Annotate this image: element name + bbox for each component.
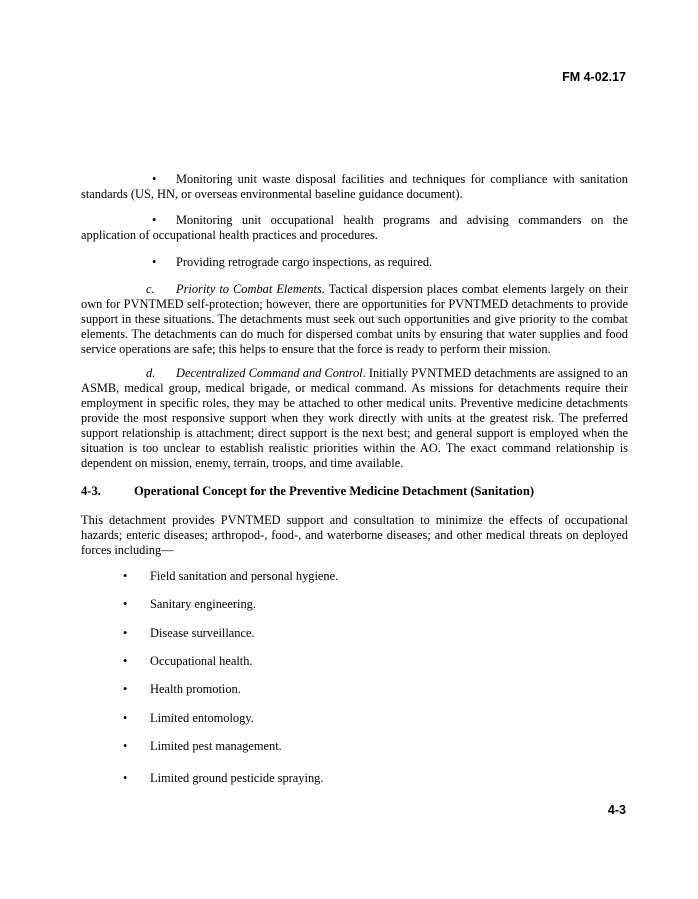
list-item: • Limited entomology.	[123, 711, 254, 725]
list-item: • Sanitary engineering.	[123, 597, 256, 611]
section-title: Operational Concept for the Preventive Medicine Detachment (Sanitation)	[134, 484, 535, 498]
bullet-paragraph	[81, 255, 628, 270]
bullet-icon: •	[123, 711, 128, 725]
paragraph-letter: d.	[146, 366, 156, 380]
paragraph-d	[81, 366, 628, 471]
list-item: • Limited ground pesticide spraying.	[123, 771, 324, 785]
bullet-icon: •	[152, 213, 157, 227]
bullet-icon: •	[123, 626, 128, 640]
bullet-paragraph	[81, 213, 628, 243]
bullet-text: Monitoring unit occupational health programs and advising commanders on the application of occupational health practices and procedures.	[81, 213, 628, 242]
document-id: FM 4-02.17	[562, 70, 626, 84]
section-intro: This detachment provides PVNTMED support and consultation to minimize the effects of occupational hazards; enteric diseases; arthropod-, food-, and waterborne diseases; and other medical threats on deployed forces including—	[81, 513, 628, 557]
list-item: • Disease surveillance.	[123, 626, 255, 640]
bullet-text: Providing retrograde cargo inspections, as required.	[176, 255, 433, 269]
bullet-icon: •	[152, 255, 157, 269]
list-item: • Field sanitation and personal hygiene.	[123, 569, 339, 583]
bullet-icon: •	[123, 569, 128, 583]
bullet-icon: •	[152, 172, 157, 186]
list-item: • Health promotion.	[123, 682, 241, 696]
bullet-text: Monitoring unit waste disposal facilities and techniques for compliance with sanitation standards (US, HN, or overseas environmental baseline guidance document).	[81, 172, 628, 201]
bullet-icon: •	[123, 739, 128, 753]
section-heading	[81, 484, 534, 499]
paragraph-text: . Initially PVNTMED detachments are assigned to an ASMB, medical group, medical brigade, or medical command. As missions for detachments require their employment in specific roles, they may be attached to other medical units. Preventive medicine detachments provide the most responsive support when they work directly with units at the greatest risk. The preferred support relationship is attachment; direct support is the next best; and general support is employed when the situation is too unclear to establish realistic priorities within the AO. The exact command relationship is dependent on mission, enemy, terrain, troops, and time available.	[81, 366, 628, 470]
bullet-icon: •	[123, 654, 128, 668]
paragraph-text: . Tactical dispersion places combat elements largely on their own for PVNTMED self-protection; however, there are opportunities for PVNTMED detachments to provide support in these situations. The detachments must seek out such opportunities and give priority to the combat elements. The detachments can do much for dispersed combat units by ensuring that water supplies and food service operations are safe; this helps to ensure that the force is ready to perform their mission.	[81, 282, 628, 356]
paragraph-c	[81, 282, 628, 357]
paragraph-title: Decentralized Command and Control	[176, 366, 363, 380]
list-item: • Limited pest management.	[123, 739, 282, 753]
bullet-paragraph	[81, 172, 628, 202]
page-number: 4-3	[607, 803, 626, 817]
section-number: 4-3.	[81, 484, 101, 498]
paragraph-title: Priority to Combat Elements	[176, 282, 322, 296]
paragraph-letter: c.	[146, 282, 155, 296]
list-item: • Occupational health.	[123, 654, 253, 668]
bullet-icon: •	[123, 771, 128, 785]
bullet-icon: •	[123, 682, 128, 696]
bullet-icon: •	[123, 597, 128, 611]
